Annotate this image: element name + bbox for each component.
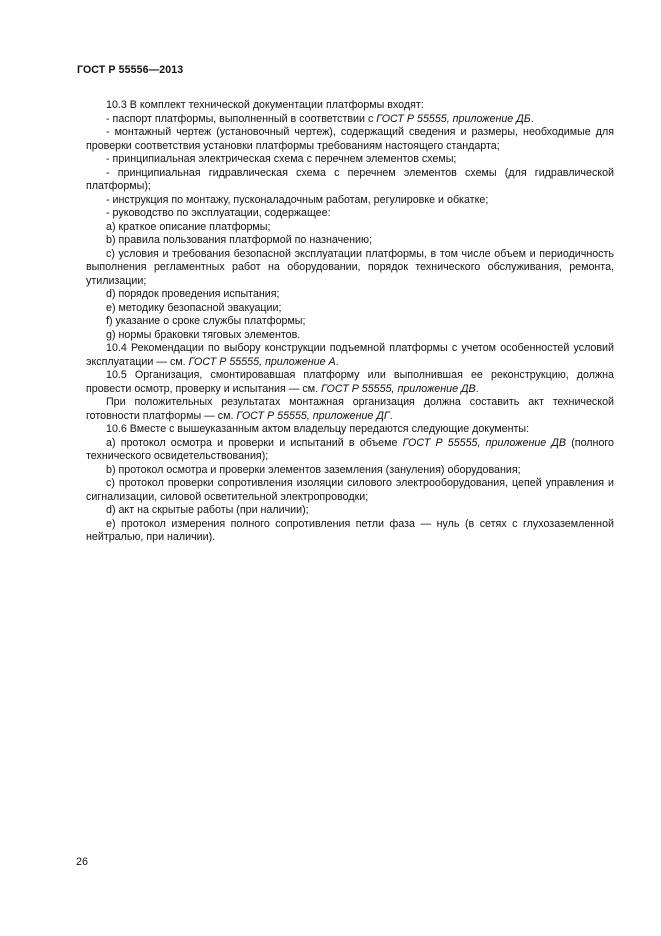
sub-item-a: a) краткое описание платформы; [106, 220, 271, 233]
sub-item-c: c) условия и требования безопасной эксплуатации платформы, в том числе объем и периодичность выполнения регламентных работ на оборудовании, порядок технического обслуживания, ремонта, утилизации; [86, 247, 614, 287]
doc-item-a: a) протокол осмотра и проверки и испытаний в объеме ГОСТ Р 55555, приложение ДВ (полного технического освидетельствования); [86, 436, 614, 462]
clause-10-5: 10.5 Организация, смонтировавшая платформу или выполнившая ее реконструкцию, должна провести осмотр, проверку и испытания — см. ГОСТ Р 55555, приложение ДВ. [86, 369, 614, 395]
clause-10-3: 10.3 В комплект технической документации платформы входят: [106, 99, 424, 111]
standard-reference: ГОСТ Р 55555, приложение ДБ [376, 112, 531, 125]
list-item-installation-drawing: - монтажный чертеж (установочный чертеж), содержащий сведения и размеры, необходимые для проверки соответствия установки платформы требованиям настоящего стандарта; [86, 126, 614, 152]
doc-item-d: d) акт на скрытые работы (при наличии); [106, 504, 309, 516]
list-item-electrical-scheme: - принципиальная электрическая схема с перечнем элементов схемы; [106, 153, 457, 165]
doc-item-c: c) протокол проверки сопротивления изоляции силового электрооборудования, цепей управления и сигнализации, силовой осветительной электропроводки; [86, 477, 614, 503]
list-item-hydraulic-scheme: - принципиальная гидравлическая схема с перечнем элементов схемы (для гидравлической платформы); [86, 166, 614, 192]
standard-reference: ГОСТ Р 55555, приложение А [188, 355, 336, 368]
clause-10-6: 10.6 Вместе с вышеуказанным актом владельцу передаются следующие документы: [106, 423, 530, 435]
doc-item-b: b) протокол осмотра и проверки элементов заземления (зануления) оборудования; [106, 463, 521, 476]
sub-item-d: d) порядок проведения испытания; [106, 288, 280, 300]
sub-item-b: b) правила пользования платформой по назначению; [106, 234, 372, 246]
standard-reference: ГОСТ Р 55555, приложение ДВ [402, 436, 567, 449]
clause-10-5-continued: При положительных результатах монтажная организация должна составить акт технической готовности платформы — см. ГОСТ Р 55555, приложение ДГ. [86, 396, 614, 422]
sub-item-f: f) указание о сроке службы платформы; [106, 315, 306, 327]
doc-item-e: e) протокол измерения полного сопротивления петли фаза — нуль (в сетях с глухозаземленной нейтралью, при наличии). [86, 517, 614, 543]
list-item-operation-manual: - руководство по эксплуатации, содержащее: [106, 207, 331, 219]
standard-reference: ГОСТ Р 55555, приложение ДВ [321, 382, 476, 395]
list-item-passport: - паспорт платформы, выполненный в соответствии с ГОСТ Р 55555, приложение ДБ. [106, 112, 534, 125]
standard-reference: ГОСТ Р 55555, приложение ДГ [236, 409, 390, 422]
page-number: 26 [76, 856, 88, 868]
clause-10-4: 10.4 Рекомендации по выбору конструкции подъемной платформы с учетом особенностей условий эксплуатации — см. ГОСТ Р 55555, приложение А. [86, 342, 614, 368]
list-item-installation-manual: - инструкция по монтажу, пусконаладочным работам, регулировке и обкатке; [106, 193, 489, 206]
sub-item-e: e) методику безопасной эвакуации; [106, 301, 282, 314]
sub-item-g: g) нормы браковки тяговых элементов. [106, 328, 301, 341]
document-header: ГОСТ Р 55556—2013 [77, 64, 184, 76]
document-body [86, 99, 614, 545]
